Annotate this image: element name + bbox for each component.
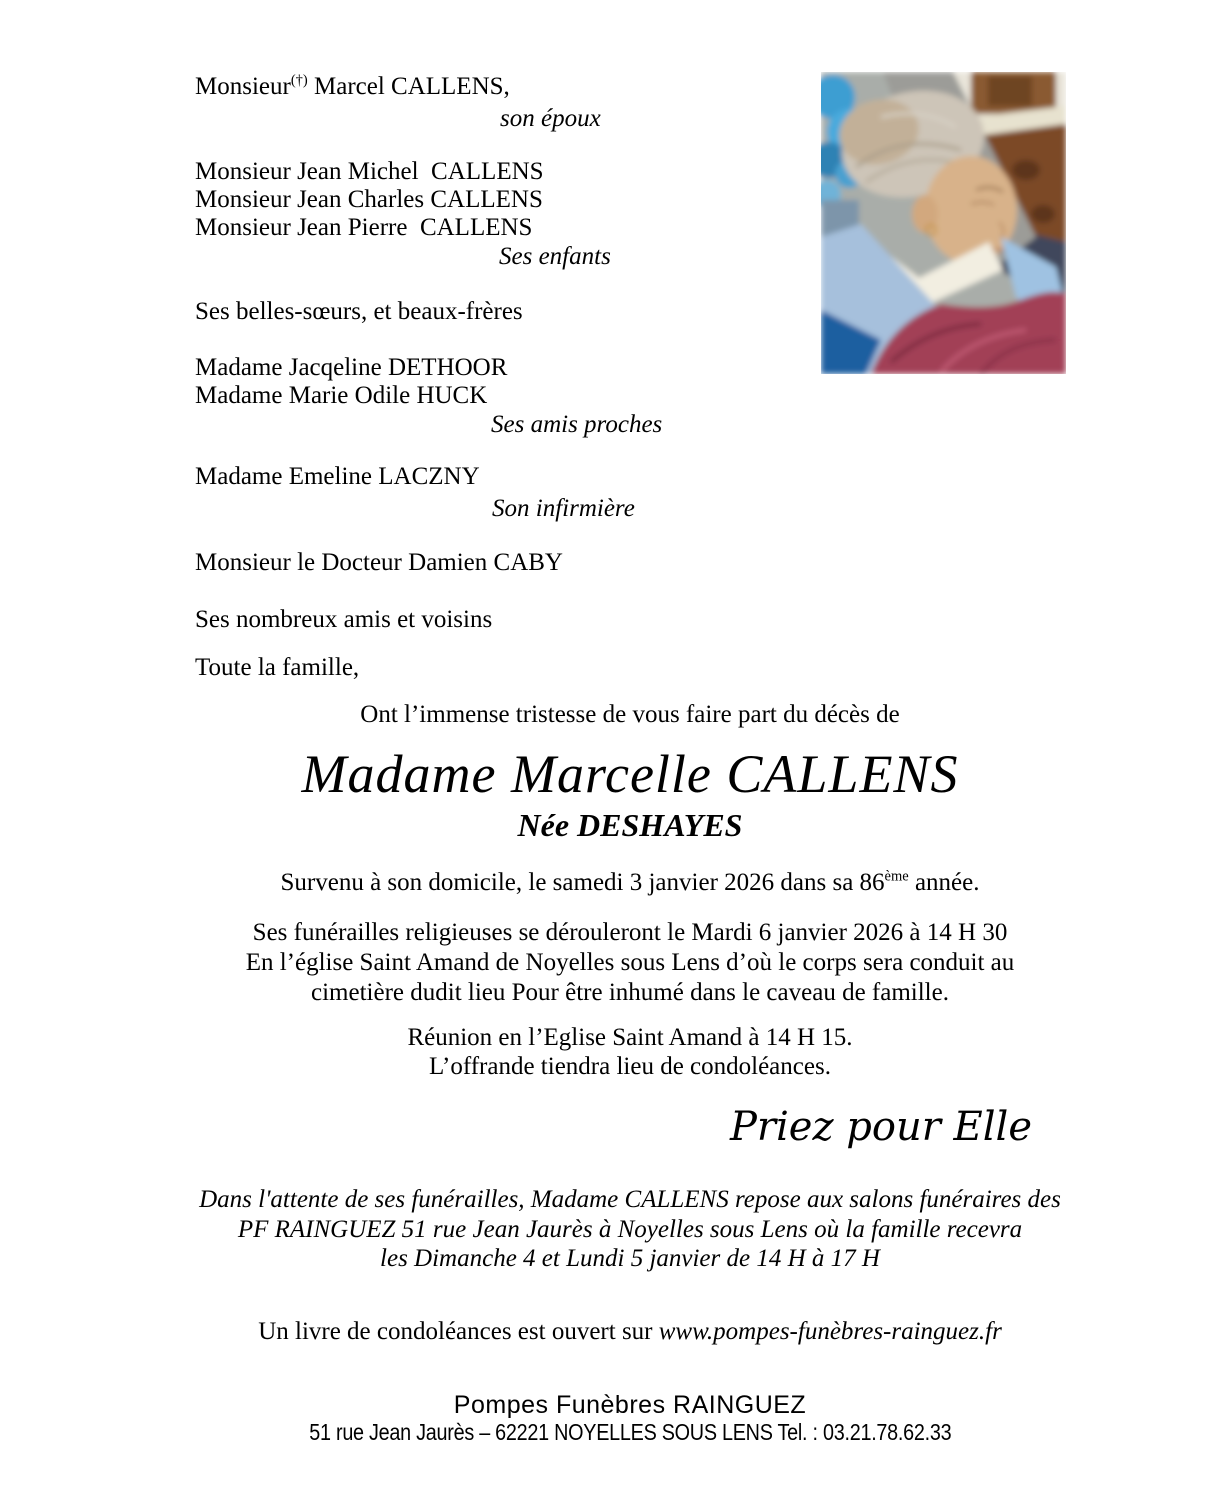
friends-role-label: Ses amis proches <box>491 411 663 438</box>
condolence-book-line <box>46 1317 1214 1347</box>
husband-role-label: son époux <box>500 105 601 132</box>
funeral-line-1: Ses funérailles religieuses se dérouleront le Mardi 6 janvier 2026 à 14 H 30 <box>252 919 1008 946</box>
visitation-line-2: PF RAINGUEZ 51 rue Jean Jaurès à Noyelles sous Lens où la famille recevra <box>237 1216 1023 1243</box>
funeral-home-name: Pompes Funèbres RAINGUEZ <box>453 1391 807 1419</box>
neighbors-line: Ses nombreux amis et voisins <box>195 606 493 633</box>
child-name-2: Monsieur Jean Charles CALLENS <box>195 186 543 213</box>
children-role-label: Ses enfants <box>499 243 611 270</box>
deceased-dagger-mark: (†) <box>290 72 308 89</box>
death-notice-ordinal-sup: ème <box>884 868 909 885</box>
condolence-book-url: www.pompes-funèbres-rainguez.fr <box>658 1318 1002 1345</box>
visitation-line-3: les Dimanche 4 et Lundi 5 janvier de 14 H à 17 H <box>380 1245 880 1272</box>
funeral-line-3: cimetière dudit lieu Pour être inhumé dans le caveau de famille. <box>311 979 949 1006</box>
death-notice-prefix: Survenu à son domicile, le samedi 3 janvier 2026 dans sa 86 <box>280 869 885 896</box>
condolence-book-prefix: Un livre de condoléances est ouvert sur <box>258 1318 659 1345</box>
funeral-line-2: En l’église Saint Amand de Noyelles sous Lens d’où le corps sera conduit au <box>245 949 1015 976</box>
doctor-name: Monsieur le Docteur Damien CABY <box>195 549 563 576</box>
nurse-name: Madame Emeline LACZNY <box>195 463 480 490</box>
funeral-home-address-text: 51 rue Jean Jaurès – 62221 NOYELLES SOUS LENS Tel. : 03.21.78.62.33 <box>308 1419 952 1445</box>
maiden-name: Née DESHAYES <box>517 807 743 843</box>
child-name-1: Monsieur Jean Michel CALLENS <box>195 158 544 185</box>
whole-family-line: Toute la famille, <box>195 654 360 681</box>
husband-name-rest: Marcel CALLENS, <box>307 73 510 100</box>
funeral-home-address <box>46 1419 1214 1447</box>
husband-name-prefix: Monsieur <box>195 73 291 100</box>
inlaws-line: Ses belles-sœurs, et beaux-frères <box>195 298 523 325</box>
prayer-line: Priez pour Elle <box>729 1104 1032 1150</box>
death-notice-suffix: année. <box>908 869 980 896</box>
death-notice-line <box>46 868 1214 898</box>
husband-name-line <box>195 72 510 102</box>
deceased-portrait-photo <box>821 72 1066 374</box>
friend-name-2: Madame Marie Odile HUCK <box>195 382 488 409</box>
announcement-intro: Ont l’immense tristesse de vous faire part du décès de <box>360 701 900 728</box>
visitation-line-1: Dans l'attente de ses funérailles, Madame CALLENS repose aux salons funéraires des <box>199 1186 1061 1213</box>
nurse-role-label: Son infirmière <box>492 495 635 522</box>
meeting-line: Réunion en l’Eglise Saint Amand à 14 H 15. <box>407 1024 853 1051</box>
offering-line: L’offrande tiendra lieu de condoléances. <box>429 1053 831 1080</box>
friend-name-1: Madame Jacqeline DETHOOR <box>195 354 508 381</box>
deceased-name-title: Madame Marcelle CALLENS <box>301 744 959 804</box>
child-name-3: Monsieur Jean Pierre CALLENS <box>195 214 533 241</box>
